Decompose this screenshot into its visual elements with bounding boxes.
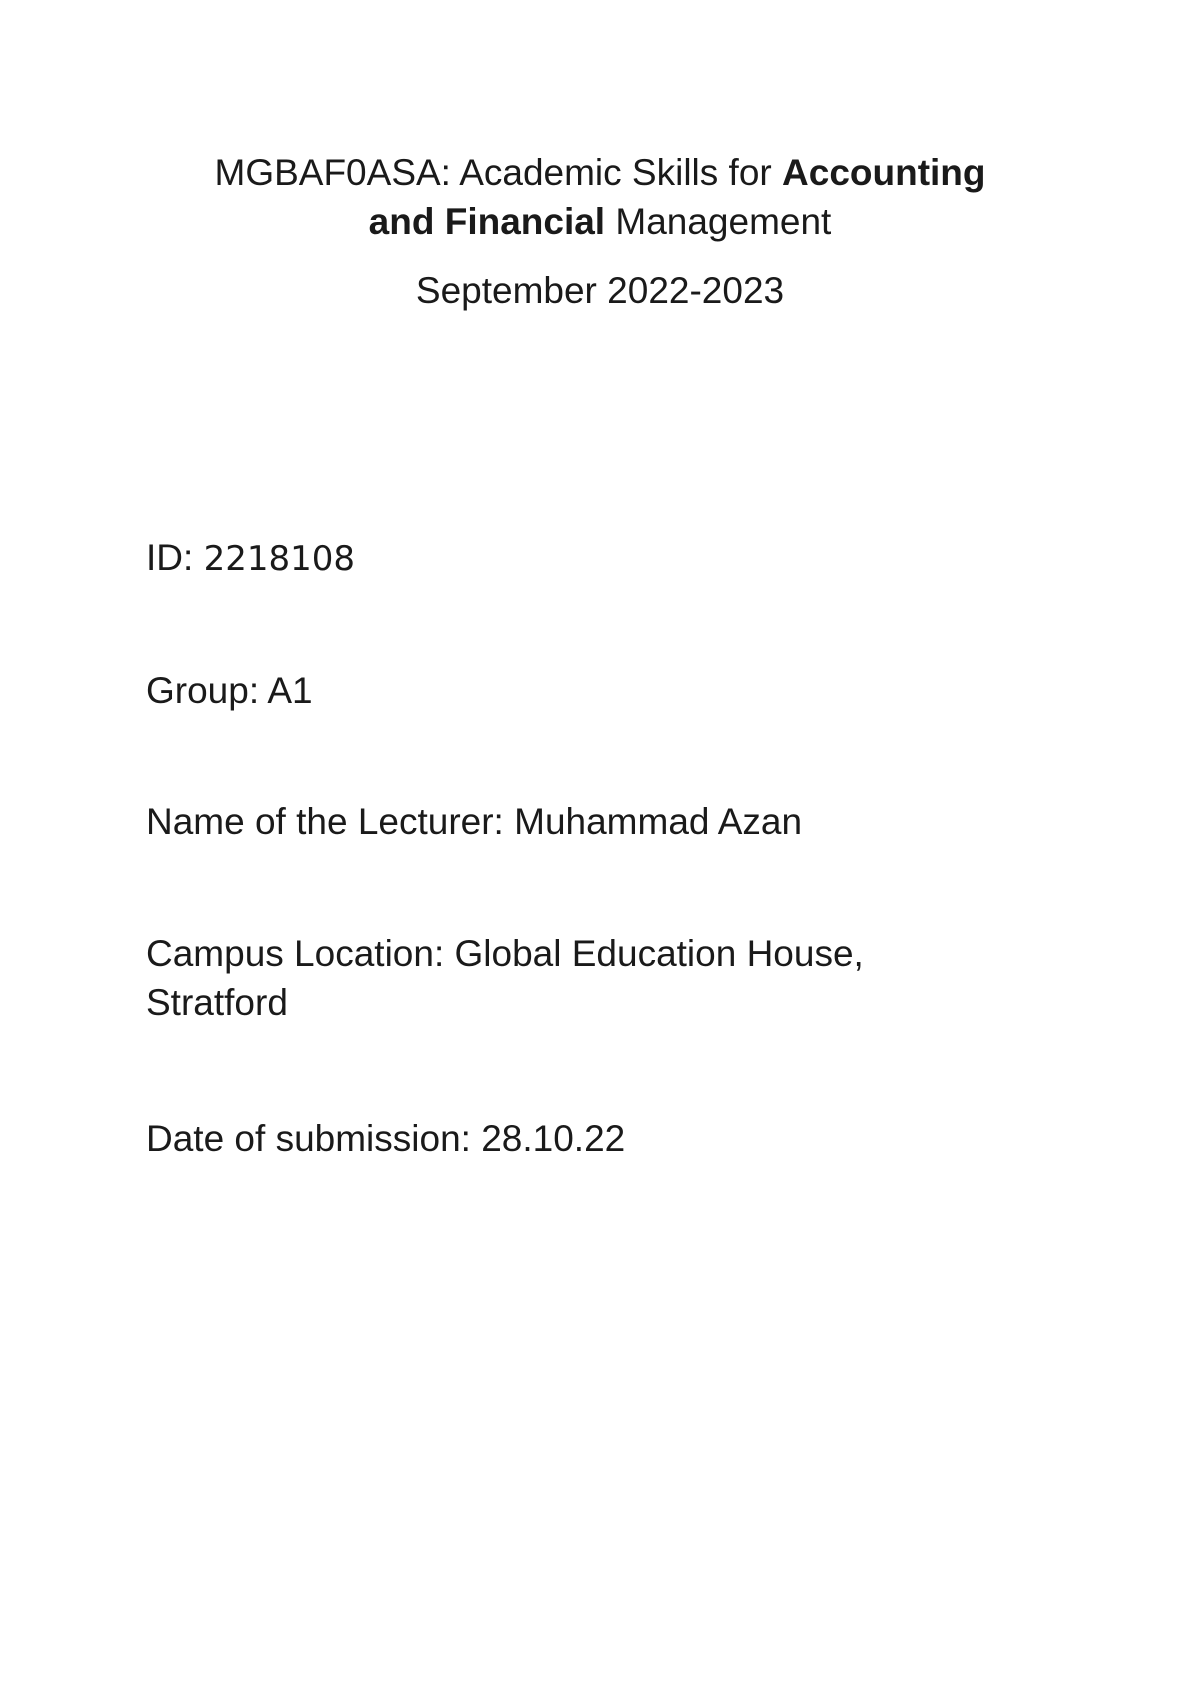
student-id-label: ID: xyxy=(146,537,204,578)
title-line-1-bold: Accounting xyxy=(782,152,986,193)
title-line-2-normal: Management xyxy=(605,201,832,242)
title-line-1 xyxy=(160,148,1040,197)
academic-term: September 2022-2023 xyxy=(415,270,785,311)
campus-line-1: Campus Location: Global Education House, xyxy=(146,933,864,974)
lecturer-field: Name of the Lecturer: Muhammad Azan xyxy=(146,801,803,842)
group-field: Group: A1 xyxy=(146,670,313,711)
campus-field xyxy=(146,929,864,1027)
campus-line-2: Stratford xyxy=(146,982,288,1023)
document-title xyxy=(160,148,1040,246)
submission-date-field: Date of submission: 28.10.22 xyxy=(146,1118,626,1159)
title-line-1-normal: MGBAF0ASA: Academic Skills for xyxy=(214,152,783,193)
student-id-value: 2218108 xyxy=(203,539,355,579)
student-id xyxy=(146,533,355,584)
title-line-2 xyxy=(160,197,1040,246)
title-line-2-bold: and Financial xyxy=(368,201,606,242)
